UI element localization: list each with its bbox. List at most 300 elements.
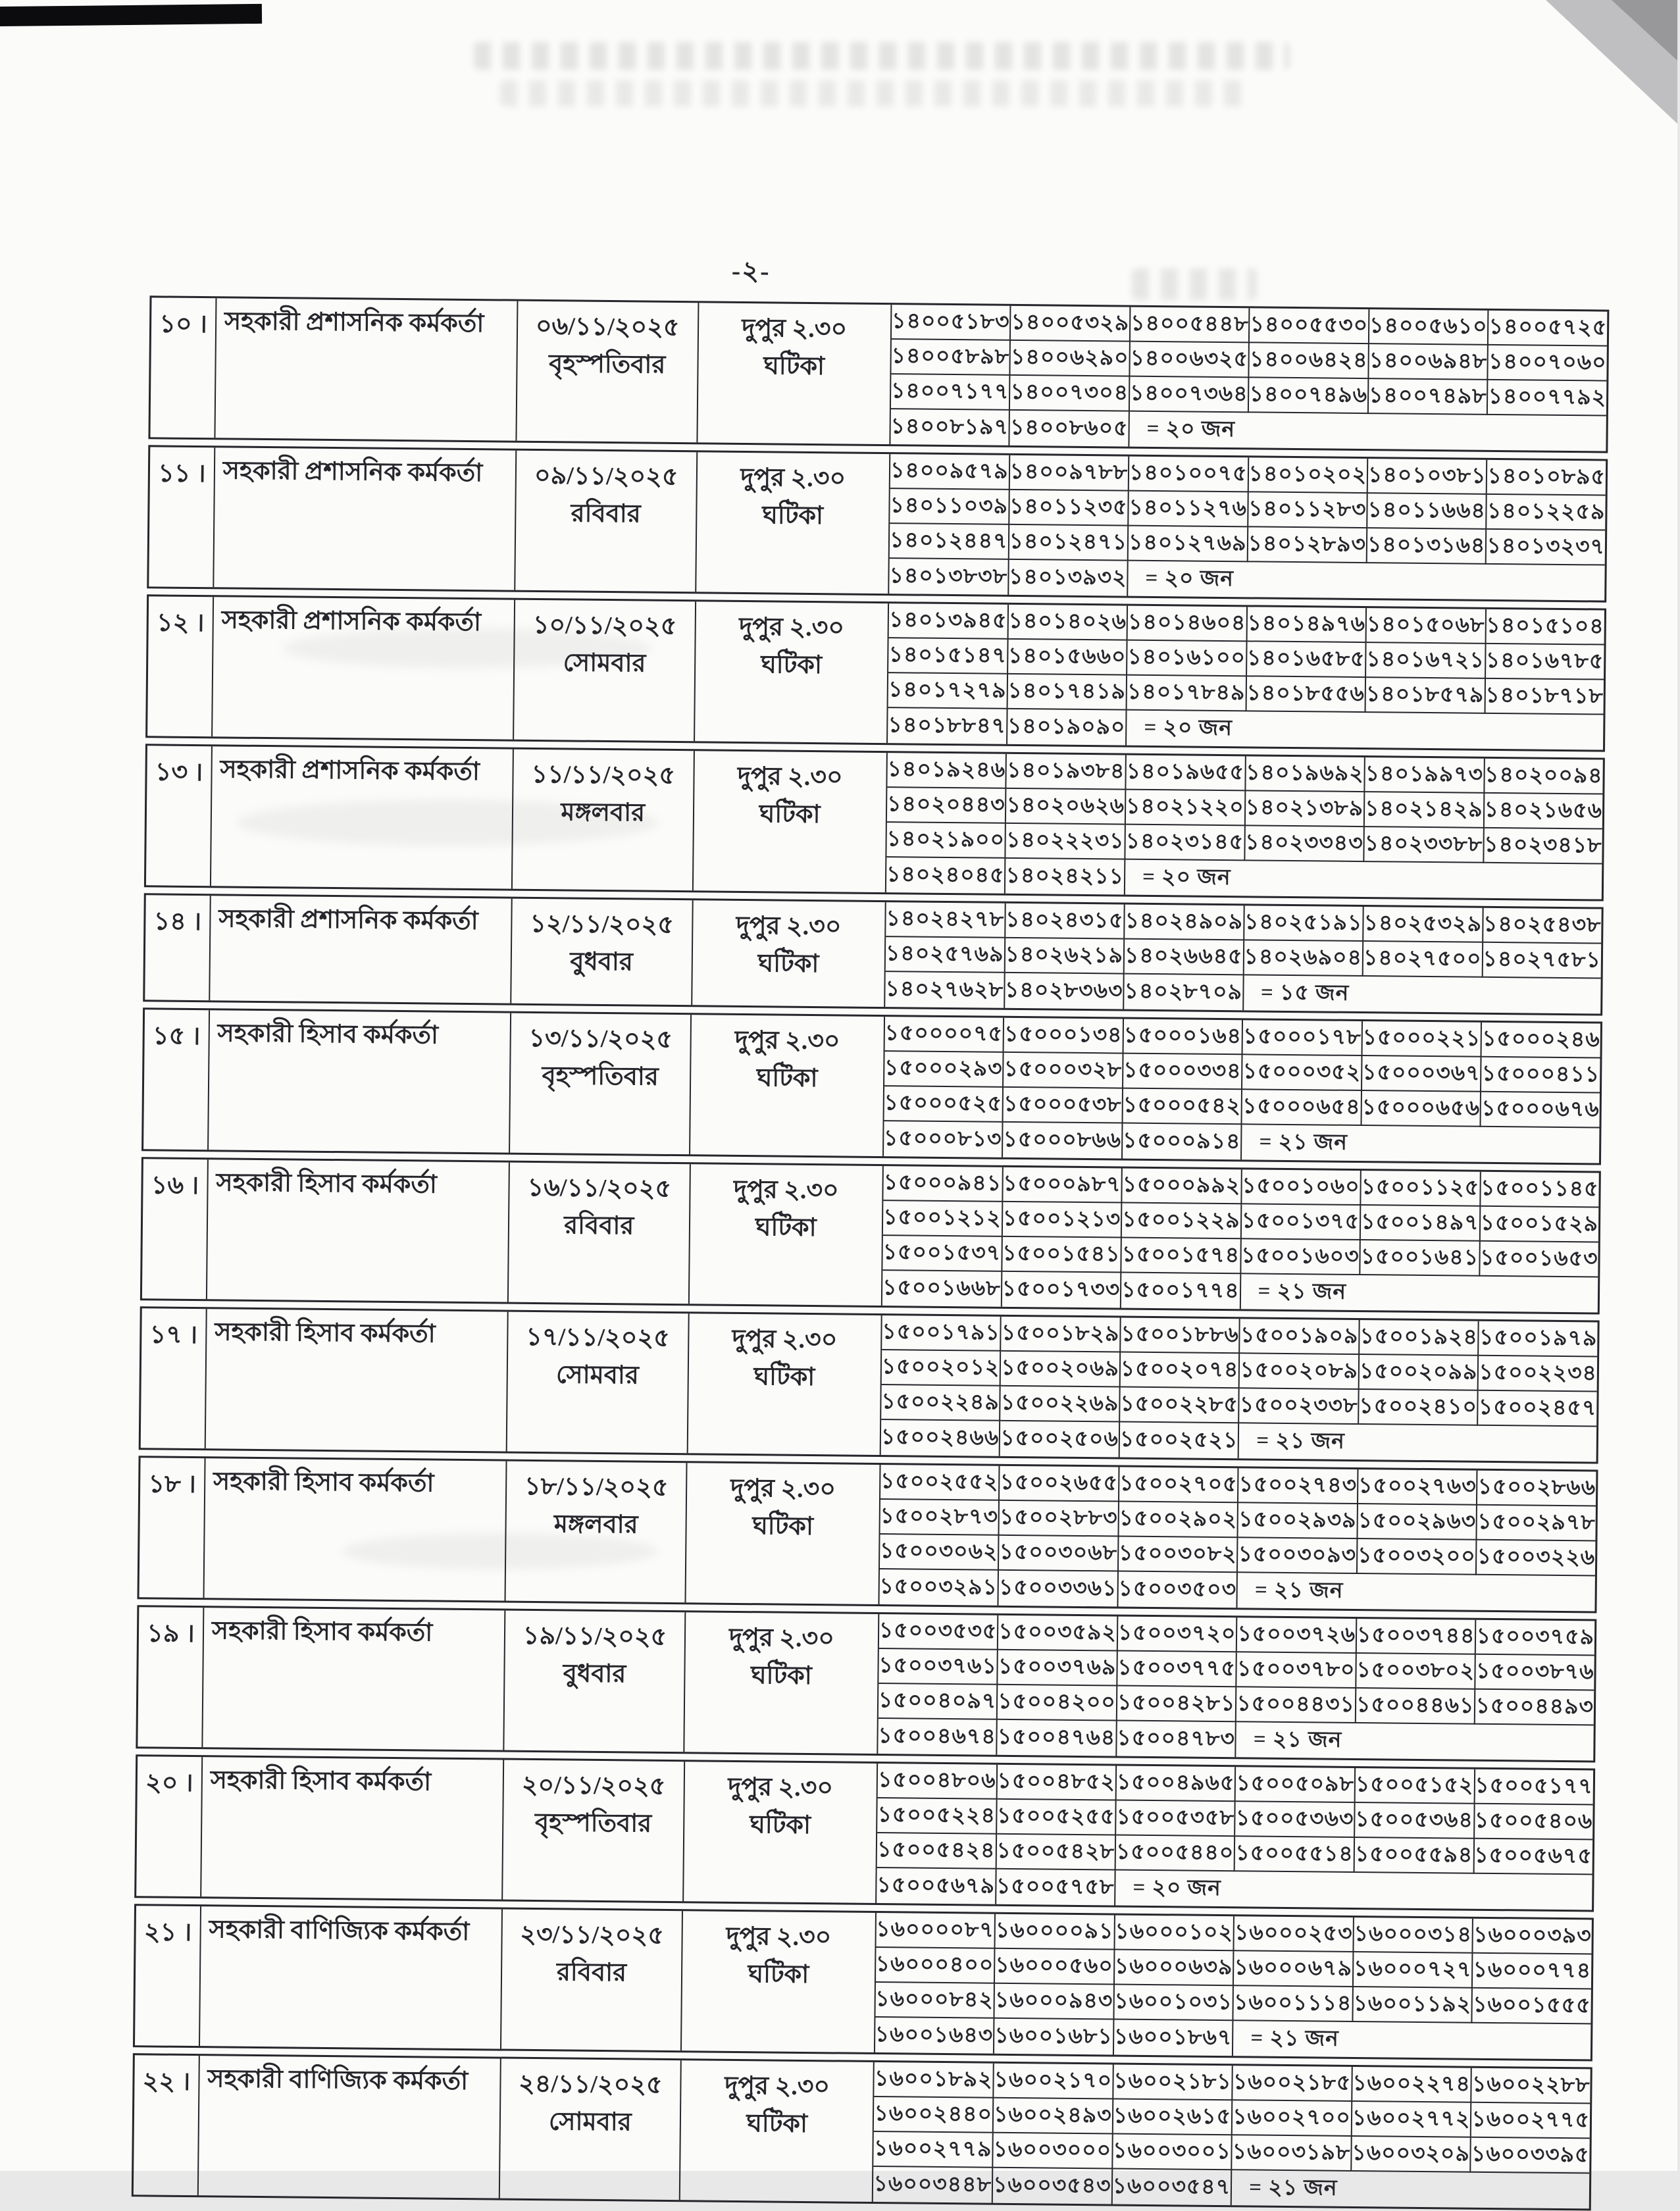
post-name-cell: সহকারী প্রশাসনিক কর্মকর্তা [211,746,514,888]
roll-numbers-grid [890,305,1607,451]
roll-number-cell: ১৪০২৮৩৬৩ [1005,973,1125,1009]
roll-number-cell: ১৫০০১১২৫ [1361,1171,1481,1207]
roll-number-cell: ১৫০০২৭০৫ [1119,1467,1239,1504]
roll-number-cell: ১৫০০৩০৯৩ [1238,1538,1358,1574]
roll-number-cell: ১৫০০০২২১ [1362,1021,1482,1057]
serial-cell: ১১ । [149,447,215,587]
roll-number-cell: ১৫০০৪৬৭৪ [878,1719,998,1755]
roll-number-cell: ১৫০০৩০৬৮ [999,1536,1119,1572]
exam-time: দুপুর ২.৩০ [733,1175,839,1205]
roll-number-cell: ১৫০০১৫৩৭ [882,1236,1002,1272]
roll-number-cell: ১৫০০২০১২ [882,1350,1002,1386]
roll-number-cell: ১৫০০২৩৩৮ [1240,1388,1360,1425]
post-name-cell: সহকারী প্রশাসনিক কর্মকর্তা [210,896,512,1003]
exam-time: দুপুর ২.৩০ [730,1474,836,1504]
roll-number-cell: ১৪০১৯৩৮৪ [1007,754,1127,790]
roll-number-cell: ১৫০০২৮৬৬ [1477,1471,1596,1507]
roll-number-cell: ১৪০১৬৭৮৫ [1486,644,1604,680]
roll-number-cell: ১৪০১০২০২ [1248,457,1368,494]
roll-number-cell: ১৫০০১৩৭৫ [1241,1204,1361,1240]
roll-number-cell: ১৫০০০৪১১ [1481,1057,1600,1094]
roll-number-cell: ১৪০১৯০৯০ [1007,709,1127,746]
roll-number-cell: ১৫০০৩৮০২ [1356,1654,1476,1690]
exam-time-unit: ঘটিকা [750,1662,813,1690]
roll-number-cell: ১৪০০৫৮৯৮ [891,340,1011,376]
roll-numbers-grid [875,1913,1591,2059]
roll-number-cell: ১৫০০১৯০৯ [1240,1319,1360,1355]
roll-number-cell: ১৬০০৩২০৯ [1352,2137,1471,2173]
roll-number-cell: ১৬০০৩৪৪৮ [873,2167,993,2203]
roll-number-cell: ১৫০০২৯৭৮ [1477,1506,1596,1542]
roll-number-cell: ১৫০০৪৭৬৪ [998,1720,1117,1756]
exam-day: বৃহস্পতিবার [548,350,666,379]
candidate-count-cell: = ২১ জন [1254,1578,1344,1603]
roll-number-cell: ১৫০০২৪১০ [1359,1390,1479,1426]
roll-number-cell: ১৫০০১২২৯ [1122,1204,1242,1240]
serial-cell: ১৭ । [141,1308,207,1448]
table-row [138,1456,1598,1613]
roll-number-cell: ১৪০২৬২১৯ [1005,938,1125,975]
roll-number-cell: ১৬০০৩৫৪৭ [1112,2169,1232,2205]
roll-number-cell: ১৪০২০০৯৪ [1485,759,1603,795]
roll-number-cell: ১৪০১০৩৮১ [1368,459,1488,495]
roll-number-cell: ১৫০০২০৭৪ [1121,1353,1240,1389]
roll-number-cell: ১৫০০০৮৬৬ [1003,1123,1123,1159]
roll-number-cell: ১৪০২৫৪৩৮ [1483,908,1602,944]
exam-time-unit: ঘটিকা [757,950,819,978]
roll-number-cell: ১৪০২৮৭০৯ [1124,975,1244,1011]
exam-time: দুপুর ২.৩০ [742,314,848,343]
post-name-cell: সহকারী প্রশাসনিক কর্মকর্তা [214,447,517,590]
roll-number-cell: ১৫০০৫৫১৪ [1235,1837,1355,1873]
roll-number-cell: ১৫০০১৫৭৪ [1121,1238,1241,1275]
roll-number-cell: ১৬০০৩০০১ [1113,2134,1233,2170]
roll-number-cell: ১৫০০৩৭৫৯ [1476,1620,1594,1656]
roll-number-cell: ১৬০০২১৮৫ [1233,2066,1352,2102]
roll-number-cell: ১৪০১৫১৪৭ [888,638,1008,674]
exam-time-cell [692,900,886,1007]
roll-number-cell: ১৪০২৪৩১৫ [1005,903,1125,940]
roll-number-cell: ১৫০০৩৩৬১ [999,1571,1119,1607]
roll-number-cell: ১৫০০২২৬৯ [1001,1386,1121,1423]
roll-number-cell: ১৪০০৫৪৪৮ [1131,307,1250,343]
roll-number-cell: ১৬০০০৫৬০ [995,1949,1115,1985]
exam-time: দুপুর ২.৩০ [732,1325,838,1354]
roll-number-cell: ১৪০২৫৩২৯ [1363,907,1483,943]
roll-number-cell: ১৫০০২৪৫৭ [1479,1391,1597,1427]
serial-cell: ১৯ । [138,1607,204,1747]
page-number: -২- [731,255,771,286]
table-row [141,1007,1602,1165]
table-row [144,744,1605,901]
roll-number-cell: ১৫০০০৫৩৮ [1004,1088,1123,1124]
exam-time: দুপুর ২.৩০ [740,463,846,493]
roll-number-cell: ১৫০০২৫৫২ [880,1465,1000,1501]
table-row [145,594,1606,751]
roll-number-cell: ১৫০০৫৪৪০ [1116,1836,1236,1872]
roll-number-cell: ১৫০০০৩৬৭ [1362,1056,1482,1092]
roll-number-cell: ১৪০০৫৫৩০ [1250,308,1369,344]
post-name-cell: সহকারী হিসাব কর্মকর্তা [201,1757,504,1899]
roll-number-cell: ১৫০০০৬৫৪ [1242,1090,1362,1126]
roll-number-cell: ১৫০০৪২০০ [998,1685,1117,1721]
roll-number-cell: ১৬০০২৪৯৩ [994,2098,1113,2135]
roll-number-cell: ১৫০০২৫০৬ [1000,1421,1120,1458]
roll-number-cell: ১৪০১০০৭৫ [1129,457,1249,493]
roll-number-cell: ১৪০০৬৪২৪ [1250,343,1369,379]
exam-time-unit: ঘটিকা [763,352,825,381]
exam-date-cell [509,1163,691,1304]
exam-day: সোমবার [563,649,646,678]
roll-number-cell: ১৪০০৭৭৯২ [1488,380,1606,417]
roll-number-cell: ১৫০০২৪৬৬ [881,1420,1001,1456]
roll-number-cell: ১৬০০০১০২ [1115,1916,1235,1952]
roll-number-cell: ১৪০২৩৩৮৮ [1364,827,1484,863]
roll-number-cell: ১৪০১৯৯৭৩ [1365,757,1485,794]
roll-number-cell: ১৬০০০৭২৭ [1354,1952,1473,1989]
roll-numbers-grid [881,1315,1598,1461]
roll-number-cell: ১৪০১১২৭৬ [1129,492,1248,528]
exam-date-cell [511,899,693,1005]
roll-number-cell: ১৬০০১৮৯২ [875,2062,994,2098]
roll-numbers-grid [878,1614,1594,1760]
table-row [148,295,1609,453]
roll-number-cell: ১৫০০৩০৮২ [1119,1537,1238,1573]
roll-number-cell: ১৪০১৯৬৯২ [1246,756,1365,792]
roll-number-cell: ১৫০০৪২৮১ [1117,1687,1237,1723]
roll-number-cell: ১৫০০০৯৪১ [883,1166,1003,1202]
roll-number-cell: ১৫০০৪৮৫২ [997,1765,1117,1801]
roll-number-cell: ১৫০০১৯২৪ [1360,1320,1479,1356]
roll-number-cell: ১৪০১৬৭২১ [1366,643,1486,679]
exam-date-cell [510,1013,692,1155]
exam-date-cell [504,1611,686,1752]
roll-number-cell: ১৫০০০৩২৮ [1004,1053,1123,1089]
exam-time-cell [680,2060,875,2202]
roll-number-cell: ১৬০০০৭৭৪ [1473,1954,1591,1990]
post-name-cell: সহকারী হিসাব কর্মকর্তা [204,1458,507,1600]
roll-number-cell: ১৫০০৩২০০ [1358,1539,1477,1575]
roll-number-cell: ১৪০২১৩৮৯ [1245,791,1365,827]
roll-number-cell: ১৪০০৫৭২৫ [1489,311,1607,347]
roll-numbers-grid [886,753,1603,899]
roll-number-cell: ১৫০০০৯৯২ [1122,1169,1242,1205]
roll-number-cell: ১৫০০৪৭৮৩ [1117,1721,1236,1758]
roll-number-cell: ১৫০০০১৭৮ [1243,1020,1363,1056]
post-name-cell: সহকারী হিসাব কর্মকর্তা [207,1159,510,1302]
roll-number-cell: ১৪০১৩৯৩২ [1009,560,1129,596]
roll-number-cell: ১৬০০২২৭৪ [1352,2067,1472,2103]
candidate-count-cell: = ২০ জন [1145,566,1235,591]
roll-number-cell: ১৪০১২২৫৯ [1487,495,1606,531]
exam-time-cell [682,1911,876,2052]
roll-number-cell: ১৪০২১২২০ [1126,790,1246,826]
roll-number-cell: ১৫০০০৯১৪ [1123,1124,1242,1160]
roll-number-cell: ১৫০০০১৩৪ [1004,1018,1124,1054]
roll-number-cell: ১৬০০১০৩১ [1114,1985,1234,2021]
post-name-cell: সহকারী বাণিজ্যিক কর্মকর্তা [200,1906,503,2048]
exam-day: সোমবার [555,1361,640,1390]
roll-number-cell: ১৬০০২৭৭৫ [1471,2103,1590,2139]
roll-number-cell: ১৫০০৪৪৩১ [1236,1687,1356,1723]
roll-number-cell: ১৪০০৭৩০৪ [1010,376,1130,412]
exam-date: ১৯/১১/২০২৫ [522,1621,667,1651]
roll-number-cell: ১৫০০৩৮৭৬ [1476,1655,1594,1691]
roll-number-cell: ১৬০০৩০০০ [993,2133,1113,2170]
roll-number-cell: ১৪০২৭৫৮১ [1483,943,1601,979]
exam-time: দুপুর ২.৩০ [726,1922,832,1952]
roll-number-cell: ১৫০০১৬০৩ [1241,1239,1361,1275]
exam-time-cell [695,601,889,743]
roll-number-cell: ১৪০২০৬২৬ [1006,789,1126,825]
exam-time-cell [689,1164,883,1306]
roll-number-cell: ১৫০০৫০৯৮ [1236,1767,1356,1803]
candidate-count-cell: = ২১ জন [1250,2025,1339,2051]
exam-time-unit: ঘটিকা [756,1064,818,1093]
exam-time-cell [698,303,892,444]
post-name-cell: সহকারী হিসাব কর্মকর্তা [203,1608,505,1750]
roll-number-cell: ১৫০০৩২৯১ [879,1569,999,1606]
post-name-cell: সহকারী প্রশাসনিক কর্মকর্তা [213,597,515,739]
roll-number-cell: ১৪০১৫১০৪ [1486,609,1604,646]
roll-number-cell: ১৪০০৭০৬০ [1489,345,1607,382]
roll-number-cell: ১৫০০২০৯৯ [1360,1355,1479,1391]
roll-number-cell: ১৪০১৮৭১৮ [1485,679,1604,715]
roll-number-cell: ১৫০০০৬৫৬ [1362,1091,1481,1127]
roll-number-cell: ১৫০০৩৭৪৪ [1357,1619,1477,1655]
roll-number-cell: ১৪০১৩৮৩৮ [889,559,1009,595]
roll-number-cell: ১৪০২৭৬২৮ [885,972,1005,1008]
roll-number-cell: ১৬০০১৮৬৭ [1114,2020,1234,2056]
roll-number-cell: ১৫০০০৮১৩ [884,1121,1004,1157]
roll-number-cell: ১৬০০২৭৭৯ [874,2132,994,2168]
exam-time-unit: ঘটিকা [761,651,823,680]
roll-number-cell: ১৫০০৫৪২৪ [877,1833,997,1869]
candidate-count-cell: = ২০ জন [1144,715,1233,740]
exam-time: দুপুর ২.৩০ [728,1623,835,1653]
roll-number-cell: ১৫০০০৬৭৬ [1481,1092,1600,1129]
roll-number-cell: ১৬০০২৭৭২ [1352,2102,1472,2138]
roll-number-cell: ১৪০১২৭৬৯ [1129,526,1248,563]
roll-number-cell: ১৫০০০৩৩৪ [1123,1054,1243,1090]
roll-number-cell: ১৪০১৮৫৭৯ [1366,678,1486,714]
table-row [139,1306,1600,1463]
exam-date: ০৯/১১/২০২৫ [534,461,678,492]
exam-time-unit: ঘটিকা [755,1213,817,1242]
roll-number-cell: ১৫০০৫৭৫৮ [996,1869,1116,1906]
roll-number-cell: ১৫০০২৭৪৩ [1238,1468,1358,1504]
roll-number-cell: ১৬০০২৭০০ [1233,2100,1352,2137]
roll-number-cell: ১৬০০০২৫৩ [1235,1916,1354,1952]
roll-number-cell: ১৪০০৮১৯৭ [890,409,1010,445]
roll-number-cell: ১৪০১৫০৬৮ [1367,608,1487,644]
roll-number-cell: ১৫০০১১৪৫ [1481,1172,1599,1208]
exam-date: ১৮/১১/২০২৫ [524,1472,669,1502]
roll-number-cell: ১৫০০১৫৪১ [1002,1237,1122,1273]
exam-day: রবিবার [564,1211,634,1240]
roll-number-cell: ১৫০০১৮৮৬ [1121,1318,1240,1354]
roll-number-cell: ১৫০০২৯৬৩ [1358,1504,1477,1540]
exam-time-cell [688,1313,882,1455]
roll-number-cell: ১৫০০০৫৪২ [1123,1089,1242,1125]
roll-number-cell: ১৫০০৫৬৭৫ [1474,1839,1592,1875]
exam-time: দুপুর ২.৩০ [737,762,843,792]
roll-number-cell: ১৫০০১৭৩৩ [1002,1272,1121,1308]
roll-number-cell: ১৪০১২৮৯৩ [1248,527,1367,563]
roll-number-cell: ১৪০১২৪৪৭ [890,524,1009,560]
exam-date: ০৬/১১/২০২৫ [535,312,680,342]
exam-date-cell [499,2059,682,2200]
exam-time-cell [690,1015,884,1156]
roll-number-cell: ১৫০০৩৭৭৫ [1117,1652,1237,1688]
roll-number-cell: ১৪০২৪০৪৫ [886,857,1006,894]
roll-number-cell: ১৬০০২৬১৫ [1113,2099,1233,2135]
roll-number-cell: ১৫০০৩৭২০ [1118,1617,1238,1653]
exam-date: ১০/১১/২০২৫ [532,611,677,641]
roll-number-cell: ১৬০০২২৮৮ [1472,2068,1591,2104]
exam-time-unit: ঘটিকা [759,800,821,829]
roll-number-cell: ১৪০১১২৮৩ [1248,492,1368,528]
roll-number-cell: ১৫০০৩০৬২ [880,1535,1000,1571]
roll-number-cell: ১৫০০২৫২১ [1120,1423,1240,1459]
serial-cell: ১০ । [150,297,216,438]
roll-number-cell: ১৪০১৬৫৮৫ [1247,642,1367,678]
exam-time: দুপুর ২.৩০ [739,613,845,642]
post-name-cell: সহকারী হিসাব কর্মকর্তা [209,1010,511,1152]
exam-date-cell [517,301,699,443]
roll-number-cell: ১৫০০১৭৭৪ [1121,1273,1241,1309]
post-name-cell: সহকারী প্রশাসনিক কর্মকর্তা [215,298,518,440]
roll-number-cell: ১৫০০৩৭৬৯ [998,1650,1118,1687]
exam-date: ১৭/১১/২০২৫ [526,1323,671,1352]
roll-number-cell: ১৬০০১১৯২ [1353,1987,1473,2023]
roll-number-cell: ১৬০০০৮৪২ [875,1983,995,2019]
exam-date-cell [505,1461,688,1603]
roll-number-cell: ১৫০০৩৭৮০ [1237,1652,1357,1689]
exam-date: ২৩/১১/২০২৫ [520,1920,665,1950]
exam-day: সোমবার [548,2108,632,2137]
roll-number-cell: ১৫০০১২১২ [883,1201,1003,1237]
roll-number-cell: ১৪০১৮৮৪৭ [888,708,1007,744]
roll-number-cell: ১৬০০২৪৪০ [874,2097,994,2133]
exam-time: দুপুর ২.৩০ [734,1026,840,1055]
roll-number-cell: ১৪০২৩১৪৫ [1125,825,1245,861]
roll-number-cell: ১৪০২০৪৪৩ [887,788,1007,824]
roll-number-cell: ১৫০০১৬৬৮ [882,1271,1002,1307]
candidate-count-cell: = ২১ জন [1256,1429,1345,1454]
roll-number-cell: ১৫০০১৭৯১ [882,1315,1002,1352]
serial-cell: ২০ । [136,1756,203,1896]
roll-number-cell: ১৪০১৬১০০ [1127,641,1247,677]
roll-number-cell: ১৫০০৩৭৬১ [878,1649,998,1685]
roll-number-cell: ১৪০০৬৯৪৮ [1369,344,1489,380]
roll-number-cell: ১৪০০৭৪৯৬ [1249,378,1369,414]
roll-number-cell: ১৫০০৫৩৬৩ [1236,1802,1356,1838]
table-row [143,893,1603,1015]
roll-number-cell: ১৬০০২১৭০ [994,2064,1113,2100]
exam-time-unit: ঘটিকা [750,1811,811,1840]
roll-number-cell: ১৪০২১৯০০ [886,823,1006,859]
exam-day: বৃহস্পতিবার [534,1809,652,1838]
roll-number-cell: ১৫০০২৮৭৩ [880,1500,1000,1536]
roll-number-cell: ১৫০০৫১৭৭ [1475,1769,1593,1806]
roll-number-cell: ১৪০১২৪৭১ [1009,525,1129,561]
table-row [147,445,1608,602]
roll-number-cell: ১৬০০১৬৮১ [994,2019,1114,2055]
roll-number-cell: ১৪০২৪২৭৮ [886,902,1005,938]
exam-day: বুধবার [570,948,634,977]
roll-number-cell: ১৫০০৫৩৬৪ [1355,1803,1475,1839]
exam-time: দুপুর ২.৩০ [728,1773,834,1802]
roll-number-cell: ১৫০০৪৪৬১ [1356,1689,1476,1725]
roll-numbers-grid [889,454,1606,600]
table-row [134,1754,1595,1912]
roll-number-cell: ১৪০০৯৭৮৮ [1009,455,1129,492]
roll-number-cell: ১৪০২২২৩১ [1006,824,1126,860]
exam-time-unit: ঘটিকা [746,2110,808,2139]
roll-number-cell: ১৫০০৫৫৯৪ [1355,1838,1475,1874]
exam-date-cell [513,750,695,891]
roll-number-cell: ১৫০০২৭৬৩ [1358,1469,1478,1506]
roll-number-cell: ১৫০০৪৮০৬ [878,1764,998,1800]
exam-time-unit: ঘটিকা [748,1960,809,1989]
roll-number-cell: ১৪০০৭৪৯৮ [1369,379,1489,415]
roll-number-cell: ১৪০১৫৬৬০ [1008,640,1128,676]
roll-number-cell: ১৪০২৫১৯১ [1244,905,1364,942]
roll-number-cell: ১৫০০৪৪৯৩ [1475,1690,1594,1726]
roll-number-cell: ১৪০১৪৬০৪ [1128,606,1248,642]
roll-numbers-grid [882,1166,1599,1312]
roll-number-cell: ১৪০১৯২৪৬ [887,753,1007,789]
roll-number-cell: ১৪০২৫৭৬৯ [886,937,1005,973]
roll-number-cell: ১৪০১৩২৩৭ [1487,530,1605,566]
serial-cell: ১৫ । [143,1009,210,1150]
candidate-count-cell: = ১৫ জন [1260,980,1350,1005]
roll-number-cell: ১৫০০০০৭৫ [884,1017,1004,1053]
serial-cell: ১৬ । [142,1159,209,1299]
roll-number-cell: ১৬০০০৩১৪ [1354,1918,1473,1954]
roll-number-cell: ১৫০০৩২২৬ [1477,1540,1595,1577]
serial-cell: ১৪ । [145,895,211,1000]
serial-cell: ১৮ । [140,1458,206,1598]
roll-numbers-grid [888,603,1604,750]
table-row [133,1904,1594,2061]
roll-number-cell: ১৫০০২০৬৯ [1001,1352,1121,1388]
table-row [136,1605,1596,1762]
exam-time-cell [693,751,887,892]
exam-day: রবিবার [556,1958,627,1987]
roll-number-cell: ১৪০২১৪২৯ [1365,792,1485,828]
exam-day: বুধবার [563,1660,626,1689]
roll-number-cell: ১৫০০২২৮৫ [1120,1388,1240,1424]
exam-date: ১১/১১/২০২৫ [531,760,676,790]
roll-number-cell: ১৫০০০২৪৬ [1482,1023,1600,1059]
roll-number-cell: ১৬০০৩৫৪৩ [993,2168,1113,2204]
roll-number-cell: ১৬০০২১৮১ [1113,2064,1233,2100]
roll-number-cell: ১৪০২১৬৫৬ [1484,794,1602,830]
roll-number-cell: ১৬০০০৬৭৯ [1234,1951,1354,1987]
roll-number-cell: ১৫০০৫১৫২ [1356,1768,1475,1804]
roll-number-cell: ১৫০০২৬৫৫ [1000,1466,1119,1502]
roll-numbers-grid [879,1465,1596,1611]
roll-number-cell: ১৪০২৪২১১ [1005,859,1125,895]
roll-number-cell: ১৫০০২০৮৯ [1240,1354,1360,1390]
candidate-count-cell: = ২১ জন [1249,2175,1338,2200]
exam-date-cell [507,1312,690,1454]
exam-time: দুপুর ২.৩০ [725,2071,830,2101]
roll-number-cell: ১৫০০২৮৮৩ [1000,1501,1119,1537]
roll-number-cell: ১৫০০২২৩৪ [1479,1356,1597,1392]
